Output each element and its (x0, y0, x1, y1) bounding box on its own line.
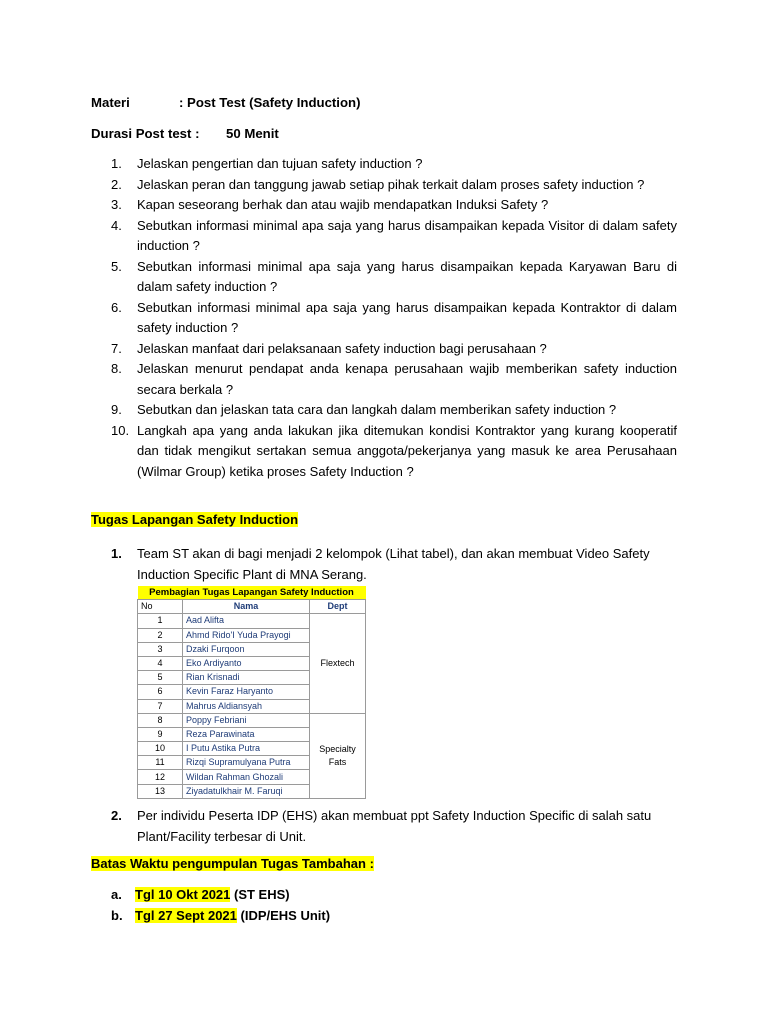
row-name: Aad Alifta (183, 614, 310, 628)
tugas-item-1-text: Team ST akan di bagi menjadi 2 kelompok (Lihat tabel), dan akan membuat Video Safety Induction Specific Plant di MNA Serang. (137, 546, 650, 582)
col-no-header: No (138, 600, 183, 614)
tugas-heading-text: Tugas Lapangan Safety Induction (91, 512, 299, 527)
row-name: Ziyadatulkhair M. Faruqi (183, 784, 310, 798)
question-item (91, 359, 677, 400)
row-number: 8 (138, 713, 183, 727)
col-dept-header: Dept (310, 600, 366, 614)
materi-label: Materi (91, 95, 130, 110)
row-number: 1 (138, 614, 183, 628)
tugas-item-2-text: Per individu Peserta IDP (EHS) akan membuat ppt Safety Induction Specific di salah satu Plant/Facility terbesar di Unit. (137, 808, 652, 844)
question-item (91, 216, 677, 257)
tugas-item-1-number: 1. (111, 546, 122, 561)
row-number: 10 (138, 742, 183, 756)
tugas-item-2 (91, 806, 677, 847)
question-text: Sebutkan informasi minimal apa saja yang harus disampaikan kepada Kontraktor di dalam safety induction ? (137, 299, 677, 335)
materi-line (91, 95, 361, 110)
deadline-item-a (111, 887, 290, 902)
row-number: 12 (138, 770, 183, 784)
question-number: 6. (111, 299, 122, 315)
row-number: 5 (138, 671, 183, 685)
row-name: I Putu Astika Putra (183, 742, 310, 756)
row-name: Rian Krisnadi (183, 671, 310, 685)
tugas-heading (91, 512, 298, 527)
table-row (138, 614, 366, 628)
deadline-a-note: (ST EHS) (230, 887, 290, 902)
dept-specialty-fats: Specialty Fats (310, 713, 366, 798)
question-text: Sebutkan informasi minimal apa saja yang harus disampaikan kepada Karyawan Baru di dalam safety induction ? (137, 258, 677, 294)
question-text: Sebutkan informasi minimal apa saja yang harus disampaikan kepada Visitor di dalam safety induction ? (137, 217, 677, 253)
question-number: 8. (111, 361, 122, 376)
question-text: Langkah apa yang anda lakukan jika ditemukan kondisi Kontraktor yang kurang kooperatif dan tidak mengikut sertakan semua anggota/pekerjanya yang masuk ke area Perusahaan (Wilmar Group) ketika proses Safety Induction ? (137, 422, 677, 479)
question-number: 7. (111, 340, 122, 356)
row-number: 3 (138, 642, 183, 656)
dept-flextech: Flextech (310, 614, 366, 713)
question-item (91, 257, 677, 298)
question-item (91, 400, 677, 421)
tugas-item-1 (91, 544, 677, 585)
row-name: Dzaki Furqoon (183, 642, 310, 656)
table-body (138, 614, 366, 798)
row-number: 2 (138, 628, 183, 642)
question-item (91, 175, 677, 196)
durasi-value: 50 Menit (226, 126, 279, 141)
row-name: Eko Ardiyanto (183, 656, 310, 670)
question-text: Jelaskan pengertian dan tujuan safety induction ? (137, 156, 423, 171)
question-item (91, 154, 677, 175)
row-name: Wildan Rahman Ghozali (183, 770, 310, 784)
assignment-table (137, 586, 366, 799)
deadline-b-note: (IDP/EHS Unit) (236, 908, 331, 923)
row-name: Kevin Faraz Haryanto (183, 685, 310, 699)
row-name: Mahrus Aldiansyah (183, 699, 310, 713)
row-number: 7 (138, 699, 183, 713)
question-item (91, 298, 677, 339)
question-number: 10. (111, 422, 130, 438)
materi-value: : Post Test (Safety Induction) (179, 95, 361, 110)
row-name: Rizqi Supramulyana Putra (183, 756, 310, 770)
deadline-heading-text: Batas Waktu pengumpulan Tugas Tambahan : (91, 856, 374, 871)
table-caption: Pembagian Tugas Lapangan Safety Induction (138, 586, 366, 600)
question-text: Jelaskan manfaat dari pelaksanaan safety induction bagi perusahaan ? (137, 340, 547, 356)
question-text: Sebutkan dan jelaskan tata cara dan langkah dalam memberikan safety induction ? (137, 402, 617, 417)
deadline-b-label: b. (111, 908, 123, 923)
row-number: 4 (138, 656, 183, 670)
question-number: 3. (111, 197, 122, 212)
question-number: 4. (111, 217, 122, 233)
question-item (91, 339, 677, 360)
deadline-a-date: Tgl 10 Okt 2021 (135, 887, 231, 902)
question-item (91, 421, 677, 483)
row-number: 11 (138, 756, 183, 770)
row-number: 6 (138, 685, 183, 699)
question-number: 2. (111, 176, 122, 192)
question-list (91, 154, 677, 482)
row-number: 13 (138, 784, 183, 798)
row-name: Ahmd Rido'I Yuda Prayogi (183, 628, 310, 642)
deadline-heading (91, 856, 374, 871)
question-text: Jelaskan menurut pendapat anda kenapa perusahaan wajib memberikan safety induction secara berkala ? (137, 361, 677, 397)
row-name: Poppy Febriani (183, 713, 310, 727)
question-item (91, 195, 677, 216)
durasi-line (91, 126, 279, 141)
question-text: Jelaskan peran dan tanggung jawab setiap pihak terkait dalam proses safety induction ? (137, 176, 645, 192)
deadline-item-b (111, 908, 330, 923)
question-text: Kapan seseorang berhak dan atau wajib mendapatkan Induksi Safety ? (137, 197, 549, 212)
row-number: 9 (138, 727, 183, 741)
question-number: 1. (111, 156, 122, 171)
question-number: 5. (111, 258, 122, 274)
table-row (138, 713, 366, 727)
tugas-item-2-number: 2. (111, 808, 122, 823)
deadline-a-label: a. (111, 887, 122, 902)
row-name: Reza Parawinata (183, 727, 310, 741)
question-number: 9. (111, 402, 122, 417)
durasi-label: Durasi Post test : (91, 126, 200, 141)
col-nama-header: Nama (183, 600, 310, 614)
deadline-b-date: Tgl 27 Sept 2021 (135, 908, 237, 923)
